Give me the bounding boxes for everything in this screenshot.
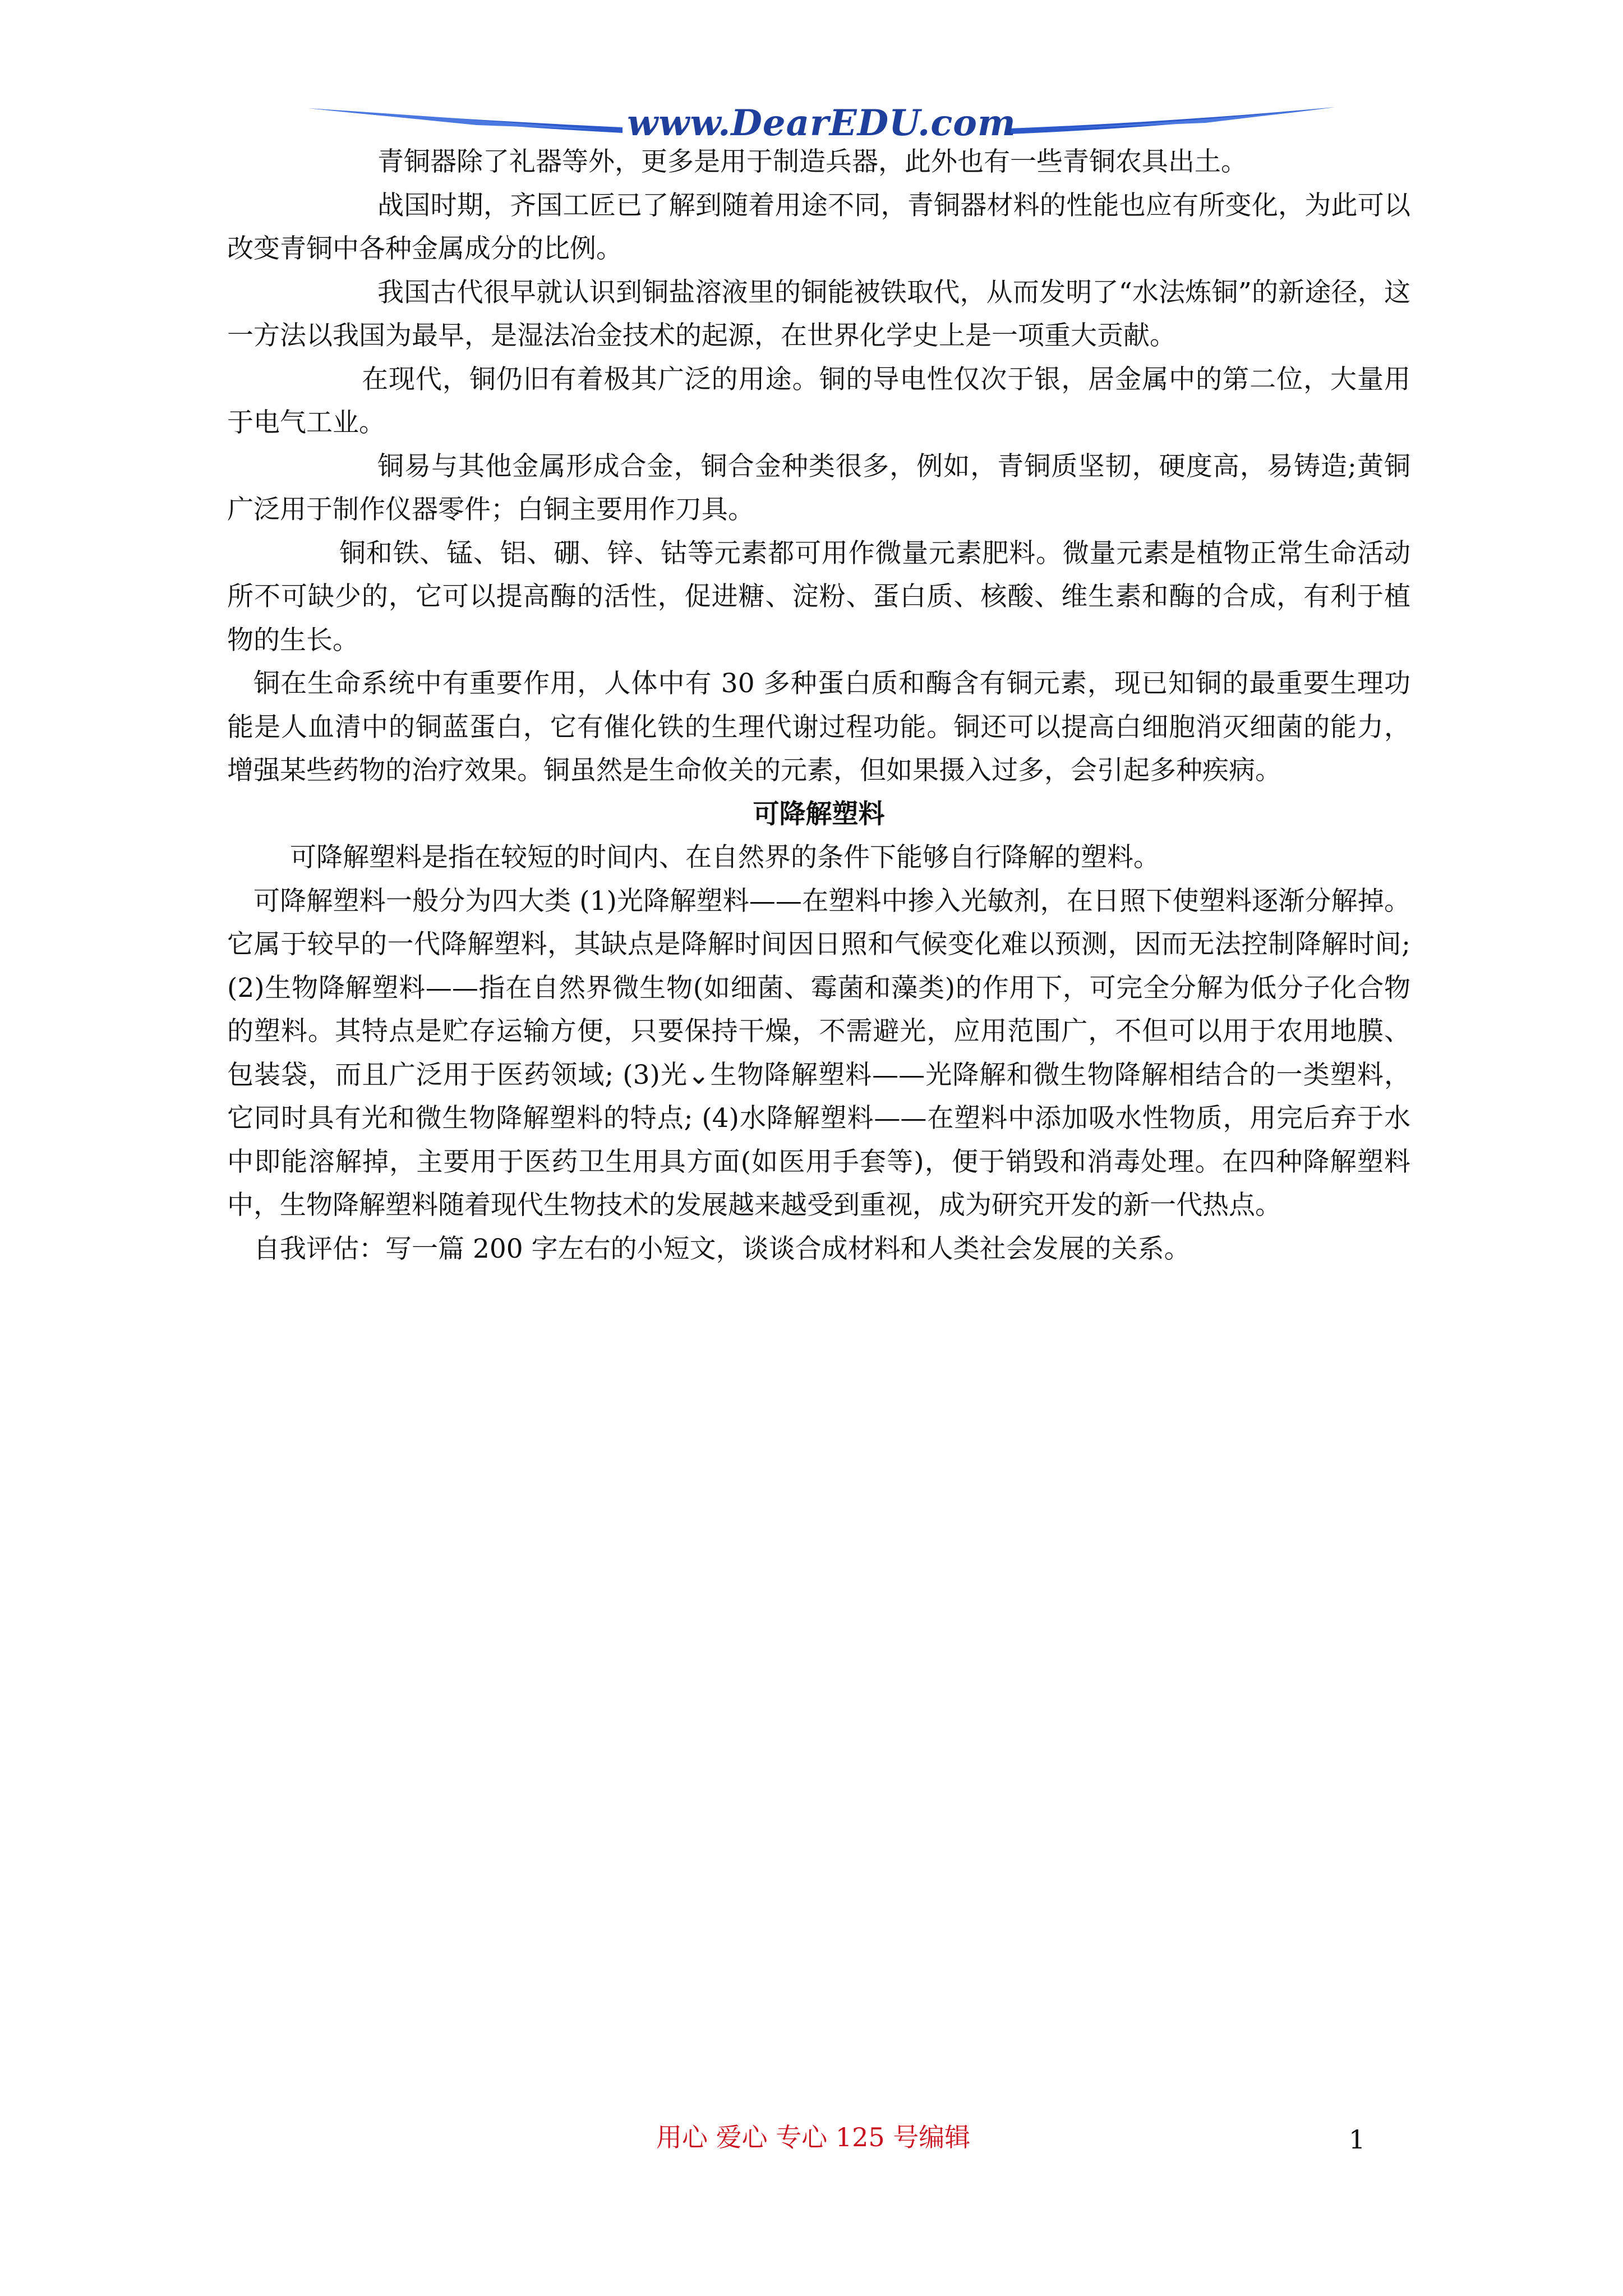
paragraph-copper-biology: 铜在生命系统中有重要作用，人体中有 30 多种蛋白质和酶含有铜元素，现已知铜的最重要生理功能是人血清中的铜蓝蛋白，它有催化铁的生理代谢过程功能。铜还可以提高白细胞消灭细菌的能力，增强某些药物的治疗效果。铜虽然是生命攸关的元素，但如果摄入过多，会引起多种疾病。	[227, 668, 1410, 786]
paragraph-self-assessment: 自我评估：写一篇 200 字左右的小短文，谈谈合成材料和人类社会发展的关系。	[253, 1233, 1191, 1264]
paragraph-modern-copper: 在现代，铜仍旧有着极其广泛的用途。铜的导电性仅次于银，居金属中的第二位，大量用于电气工业。	[227, 364, 1410, 438]
paragraph-warring-states: 战国时期，齐国工匠已了解到随着用途不同，青铜器材料的性能也应有所变化，为此可以改变青铜中各种金属成分的比例。	[227, 190, 1410, 264]
paragraph-degradable-definition: 可降解塑料是指在较短的时间内、在自然界的条件下能够自行降解的塑料。	[290, 842, 1160, 873]
paragraph-degradable-types: 可降解塑料一般分为四大类 (1)光降解塑料——在塑料中掺入光敏剂，在日照下使塑料逐渐分解掉。它属于较早的一代降解塑料，其缺点是降解时间因日照和气候变化难以预测，因而无法控制降解时间; (2)生物降解塑料——指在自然界微生物(如细菌、霉菌和藻类)的作用下，可完全分解为低分子化合物的塑料。其特点是贮存运输方便，只要保持干燥，不需避光，应用范围广，不但可以用于农用地膜、包装袋，而且广泛用于医药领域; (3)光⌄生物降解塑料——光降解和微生物降解相结合的一类塑料，它同时具有光和微生物降解塑料的特点; (4)水降解塑料——在塑料中添加吸水性物质，用完后弃于水中即能溶解掉，主要用于医药卫生用具方面(如医用手套等)，便于销毁和消毒处理。在四种降解塑料中，生物降解塑料随着现代生物技术的发展越来越受到重视，成为研究开发的新一代热点。	[227, 885, 1410, 1221]
section-title: 可降解塑料	[753, 798, 885, 830]
paragraph-hydro-copper: 我国古代很早就认识到铜盐溶液里的铜能被铁取代，从而发明了“水法炼铜”的新途径，这一方法以我国为最早，是湿法冶金技术的起源，在世界化学史上是一项重大贡献。	[227, 277, 1410, 351]
paragraph-trace-elements: 铜和铁、锰、铝、硼、锌、钴等元素都可用作微量元素肥料。微量元素是植物正常生命活动所不可缺少的，它可以提高酶的活性，促进糖、淀粉、蛋白质、核酸、维生素和酶的合成，有利于植物的生长。	[227, 537, 1410, 656]
paragraph-copper-alloys: 铜易与其他金属形成合金，铜合金种类很多，例如，青铜质坚韧，硬度高，易铸造;黄铜广泛用于制作仪器零件；白铜主要用作刀具。	[227, 450, 1410, 525]
page-number: 1	[1349, 2124, 1366, 2155]
site-logo-text: www.DearEDU.com	[627, 102, 1016, 144]
footer-credit: 用心 爱心 专心 125 号编辑	[656, 2122, 971, 2152]
document-body	[227, 140, 1410, 1271]
paragraph-bronze-weapons: 青铜器除了礼器等外，更多是用于制造兵器，此外也有一些青铜农具出土。	[377, 146, 1247, 177]
